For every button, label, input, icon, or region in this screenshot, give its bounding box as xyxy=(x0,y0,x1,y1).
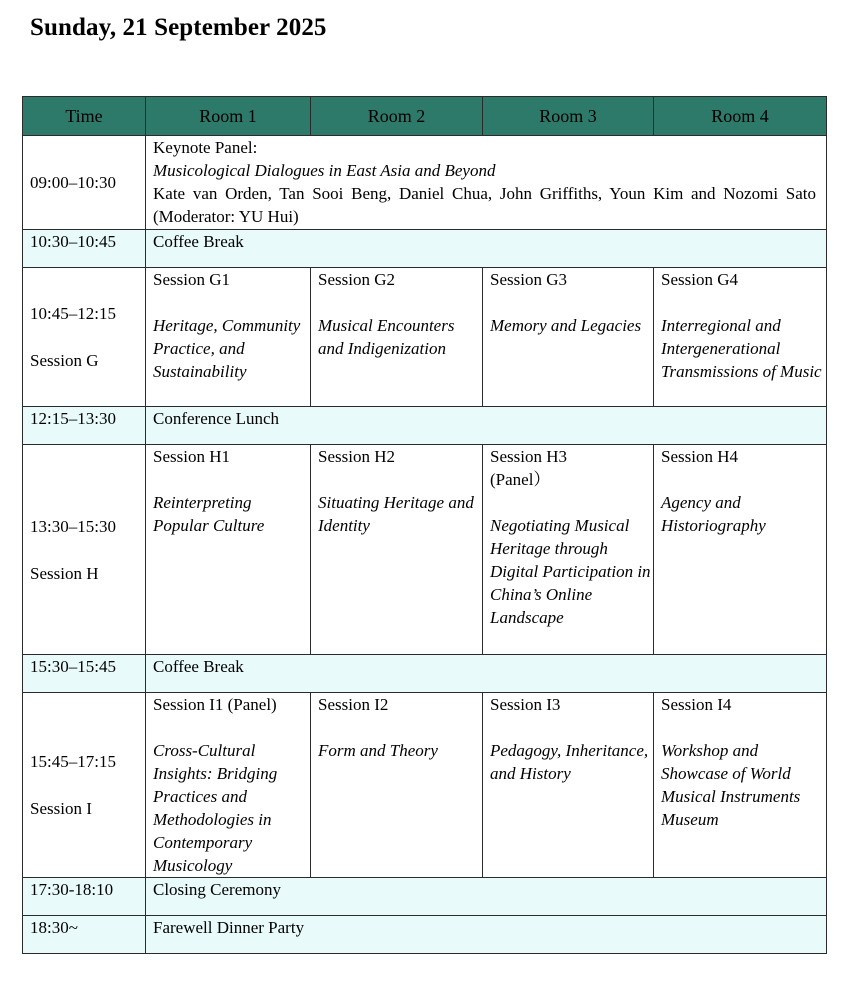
session-title: Heritage, Community Practice, and Sustainability xyxy=(153,316,301,381)
session-title: Musical Encounters and Indigenization xyxy=(318,316,455,358)
keynote-speakers: Kate van Orden, Tan Sooi Beng, Daniel Chua, John Griffiths, Youn Kim and Nozomi Sato (Moderator: YU Hui) xyxy=(153,184,816,226)
page-title: Sunday, 21 September 2025 xyxy=(30,14,327,41)
dinner-label: Farewell Dinner Party xyxy=(146,916,827,954)
session-name: Session G2 xyxy=(318,270,395,289)
closing-row xyxy=(23,878,827,916)
session-name: Session I1 (Panel) xyxy=(153,695,277,714)
session-title: Pedagogy, Inheritance, and History xyxy=(490,741,649,783)
header-room-3: Room 3 xyxy=(483,97,654,136)
header-room-2: Room 2 xyxy=(311,97,483,136)
session-g-row xyxy=(23,268,827,407)
header-row xyxy=(23,97,827,136)
session-time: 15:45–17:15 xyxy=(30,752,116,771)
session-title: Agency and Historiography xyxy=(661,493,766,535)
session-label: Session H xyxy=(30,563,99,583)
session-title: Situating Heritage and Identity xyxy=(318,493,474,535)
session-time-cell xyxy=(23,693,146,878)
session-cell xyxy=(483,445,654,655)
lunch-label: Conference Lunch xyxy=(146,407,827,445)
schedule-table xyxy=(22,96,827,954)
lunch-time: 12:15–13:30 xyxy=(23,407,146,445)
dinner-row xyxy=(23,916,827,954)
header-room-1: Room 1 xyxy=(146,97,311,136)
session-cell xyxy=(146,445,311,655)
header-room-4: Room 4 xyxy=(654,97,827,136)
keynote-cell xyxy=(146,136,827,230)
keynote-row xyxy=(23,136,827,230)
session-note: (Panel） xyxy=(490,470,551,489)
session-title: Memory and Legacies xyxy=(490,316,642,335)
break-time: 15:30–15:45 xyxy=(23,655,146,693)
closing-time: 17:30-18:10 xyxy=(23,878,146,916)
session-title: Interregional and Intergenerational Transmissions of Music xyxy=(661,316,822,381)
session-time: 13:30–15:30 xyxy=(30,516,116,536)
closing-label: Closing Ceremony xyxy=(146,878,827,916)
session-cell xyxy=(311,693,483,878)
session-label: Session G xyxy=(30,351,99,370)
session-name: Session G3 xyxy=(490,270,567,289)
session-cell xyxy=(483,268,654,407)
session-time-cell xyxy=(23,445,146,655)
dinner-time: 18:30~ xyxy=(23,916,146,954)
session-name: Session I4 xyxy=(661,695,732,714)
session-cell xyxy=(483,693,654,878)
session-cell xyxy=(311,268,483,407)
header-time: Time xyxy=(23,97,146,136)
session-label: Session I xyxy=(30,799,92,818)
keynote-title: Musicological Dialogues in East Asia and Beyond xyxy=(153,161,496,180)
session-name: Session H1 xyxy=(153,447,230,466)
session-cell xyxy=(146,268,311,407)
keynote-label: Keynote Panel: xyxy=(153,138,258,157)
break-row xyxy=(23,655,827,693)
session-cell xyxy=(311,445,483,655)
session-name: Session H4 xyxy=(661,447,738,466)
session-cell xyxy=(654,268,827,407)
session-name: Session I2 xyxy=(318,695,389,714)
break-label: Coffee Break xyxy=(146,655,827,693)
session-cell xyxy=(654,445,827,655)
session-cell xyxy=(146,693,311,878)
session-name: Session H3 xyxy=(490,447,567,466)
session-title: Reinterpreting Popular Culture xyxy=(153,493,265,535)
break-label: Coffee Break xyxy=(146,230,827,268)
session-name: Session G1 xyxy=(153,270,230,289)
break-time: 10:30–10:45 xyxy=(23,230,146,268)
keynote-time: 09:00–10:30 xyxy=(23,136,146,230)
session-cell xyxy=(654,693,827,878)
session-time: 10:45–12:15 xyxy=(30,304,116,323)
session-title: Negotiating Musical Heritage through Digital Participation in China’s Online Landscape xyxy=(490,516,651,627)
session-title: Workshop and Showcase of World Musical Instruments Museum xyxy=(661,741,801,829)
session-time-cell xyxy=(23,268,146,407)
lunch-row xyxy=(23,407,827,445)
session-i-row xyxy=(23,693,827,878)
session-name: Session H2 xyxy=(318,447,395,466)
break-row xyxy=(23,230,827,268)
session-name: Session G4 xyxy=(661,270,738,289)
session-title: Cross-Cultural Insights: Bridging Practices and Methodologies in Contemporary Musicology xyxy=(153,741,278,875)
session-name: Session I3 xyxy=(490,695,561,714)
session-h-row xyxy=(23,445,827,655)
session-title: Form and Theory xyxy=(318,741,438,760)
